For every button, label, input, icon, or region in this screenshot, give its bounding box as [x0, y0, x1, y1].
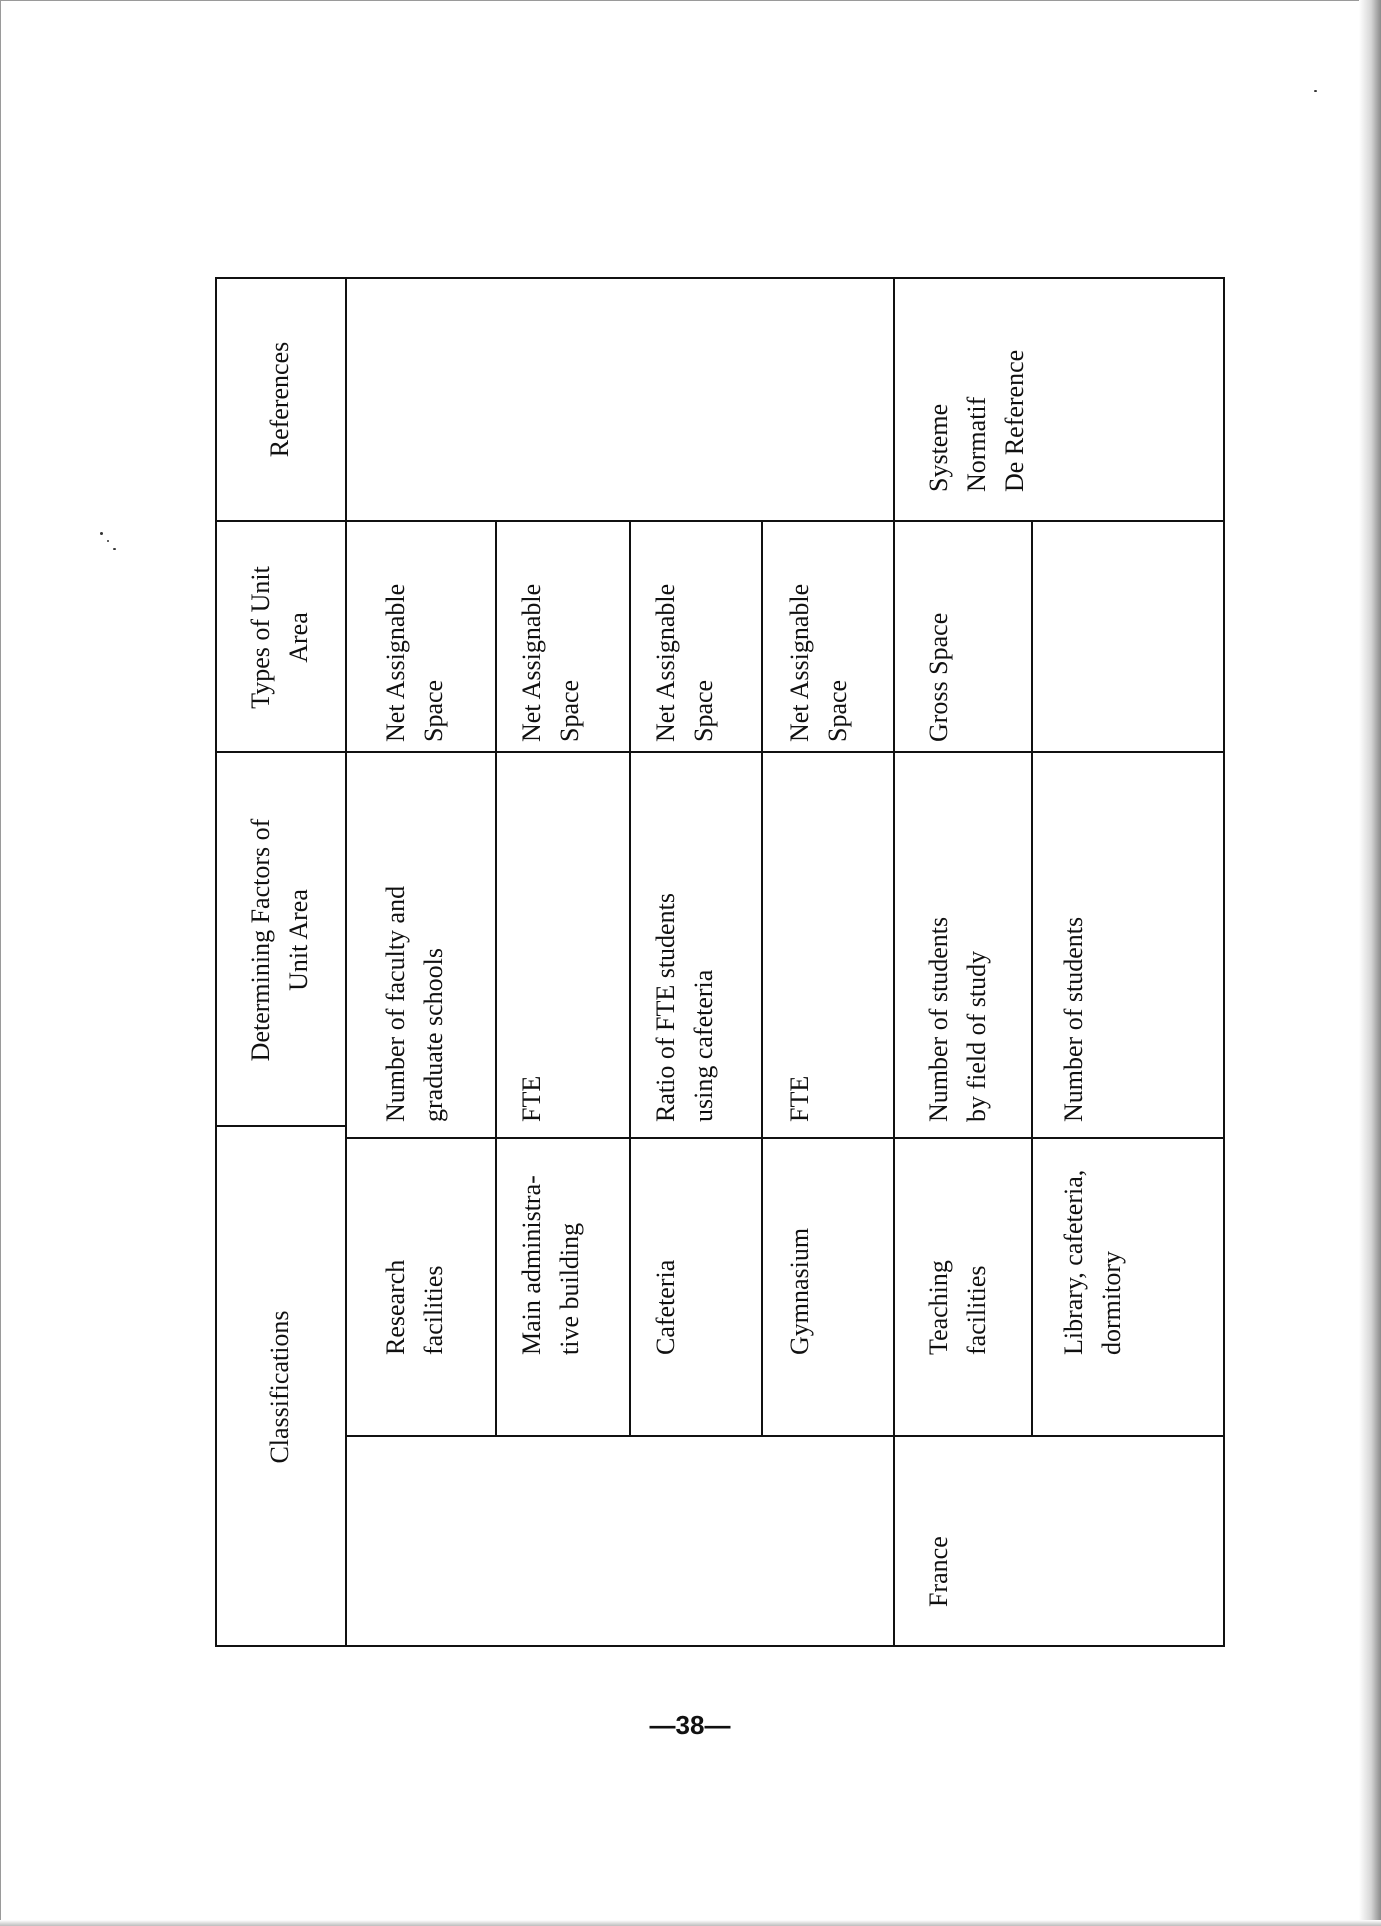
- classification-cell: Research facilities: [381, 1259, 448, 1355]
- row-divider: [495, 522, 497, 1437]
- page-number: —38—: [649, 1710, 731, 1740]
- classification-cell: Cafeteria: [651, 1259, 680, 1355]
- scan-speck: [107, 540, 109, 542]
- table-border-bottom: [1223, 277, 1225, 1647]
- classification-cell: Main administra- tive building: [517, 1175, 584, 1355]
- scan-speck: [113, 548, 116, 550]
- factor-cell: Number of students by field of study: [924, 916, 991, 1122]
- classification-cell: Teaching facilities: [924, 1260, 991, 1355]
- table-border-right: [215, 277, 1225, 279]
- scan-speck: [100, 532, 103, 535]
- page-edge-shadow: [1359, 0, 1381, 1926]
- factor-cell: FTE: [517, 1075, 546, 1122]
- data-table: [215, 277, 1225, 1647]
- reference-cell: Systeme Normatif De Reference: [924, 349, 1029, 492]
- classification-cell: Gymnasium: [785, 1227, 814, 1355]
- row-divider: [1031, 522, 1033, 1437]
- col-divider-country: [345, 1435, 1225, 1437]
- scan-speck: [1314, 90, 1317, 92]
- type-cell: Net Assignable Space: [517, 583, 584, 742]
- factor-cell: Ratio of FTE students using cafeteria: [651, 893, 718, 1122]
- row-divider-section: [893, 277, 895, 1647]
- type-cell: Net Assignable Space: [381, 583, 448, 742]
- header-classifications: Classifications: [265, 1310, 294, 1464]
- classification-cell: Library, cafeteria, dormitory: [1059, 1169, 1126, 1355]
- row-divider: [629, 522, 631, 1437]
- rotated-table: [215, 277, 1225, 1647]
- header-divider: [345, 277, 347, 1647]
- country-cell: France: [924, 1536, 953, 1607]
- type-cell: Gross Space: [924, 612, 953, 742]
- page-bottom-shadow: [0, 1920, 1381, 1926]
- header-determining-factors: Determining Factors of Unit Area: [246, 818, 313, 1062]
- factor-cell: FTE: [785, 1075, 814, 1122]
- row-divider: [761, 522, 763, 1437]
- header-references: References: [265, 341, 294, 458]
- table-border-left: [215, 1645, 1225, 1647]
- type-cell: Net Assignable Space: [785, 583, 852, 742]
- factor-cell: Number of students: [1059, 916, 1088, 1122]
- type-cell: Net Assignable Space: [651, 583, 718, 742]
- header-types-of-unit-area: Types of Unit Area: [246, 566, 313, 709]
- factor-cell: Number of faculty and graduate schools: [381, 885, 448, 1122]
